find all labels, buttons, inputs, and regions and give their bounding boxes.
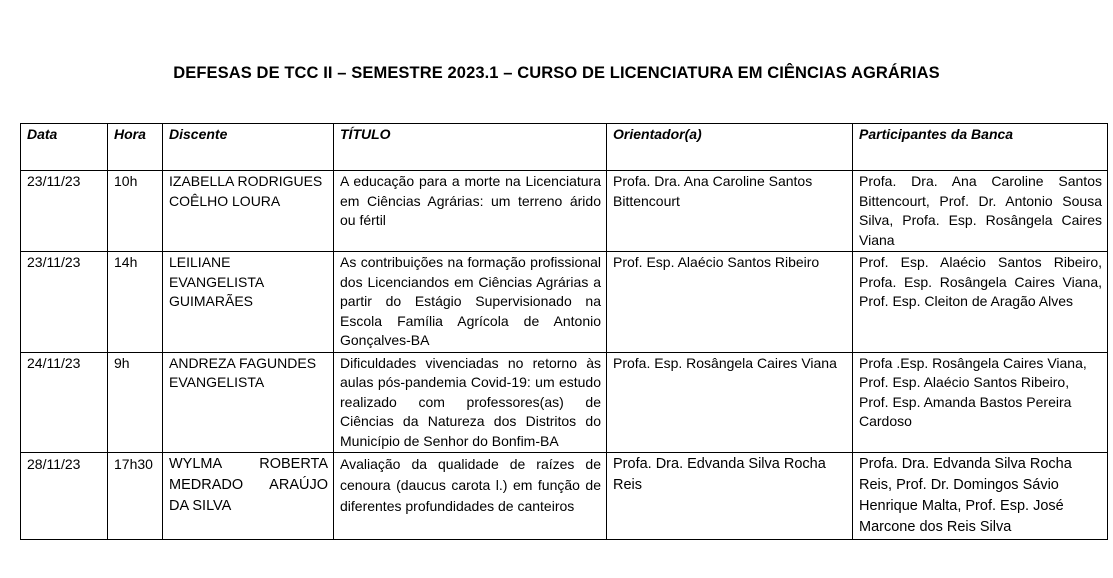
table-row [21, 453, 1108, 540]
cell-time: 10h [108, 171, 163, 252]
table-row [21, 171, 1108, 252]
cell-title: A educação para a morte na Licenciatura em Ciências Agrárias: um terreno árido ou fértil [334, 171, 607, 252]
header-advisor: Orientador(a) [607, 124, 853, 171]
table-row [21, 252, 1108, 353]
cell-committee: Prof. Esp. Alaécio Santos Ribeiro, Profa. Esp. Rosângela Caires Viana, Prof. Esp. Cleiton de Aragão Alves [853, 252, 1108, 353]
cell-title: Dificuldades vivenciadas no retorno às aulas pós-pandemia Covid-19: um estudo realizado com professores(as) de Ciências da Natureza dos Distritos do Município de Senhor do Bonfim-BA [334, 352, 607, 453]
table-row [21, 352, 1108, 453]
cell-time: 9h [108, 352, 163, 453]
table-header-row [21, 124, 1108, 171]
cell-title: Avaliação da qualidade de raízes de cenoura (daucus carota l.) em função de diferentes profundidades de canteiros [334, 453, 607, 540]
cell-date: 23/11/23 [21, 252, 108, 353]
cell-date: 23/11/23 [21, 171, 108, 252]
document-title: DEFESAS DE TCC II – SEMESTRE 2023.1 – CURSO DE LICENCIATURA EM CIÊNCIAS AGRÁRIAS [173, 64, 940, 82]
cell-time: 14h [108, 252, 163, 353]
header-time: Hora [108, 124, 163, 171]
cell-student: IZABELLA RODRIGUES COÊLHO LOURA [163, 171, 334, 252]
header-student: Discente [163, 124, 334, 171]
header-title: TÍTULO [334, 124, 607, 171]
cell-date: 28/11/23 [21, 453, 108, 540]
cell-advisor: Profa. Dra. Ana Caroline Santos Bittencourt [607, 171, 853, 252]
cell-student: ANDREZA FAGUNDES EVANGELISTA [163, 352, 334, 453]
cell-advisor: Profa. Dra. Edvanda Silva Rocha Reis [607, 453, 853, 540]
cell-advisor: Profa. Esp. Rosângela Caires Viana [607, 352, 853, 453]
defense-schedule-table [20, 123, 1108, 540]
cell-time: 17h30 [108, 453, 163, 540]
cell-date: 24/11/23 [21, 352, 108, 453]
cell-student: LEILIANE EVANGELISTA GUIMARÃES [163, 252, 334, 353]
cell-committee: Profa. Dra. Ana Caroline Santos Bittencourt, Prof. Dr. Antonio Sousa Silva, Profa. Esp. Rosângela Caires Viana [853, 171, 1108, 252]
cell-title: As contribuições na formação profissional dos Licenciandos em Ciências Agrárias a partir do Estágio Supervisionado na Escola Família Agrícola de Antonio Gonçalves-BA [334, 252, 607, 353]
cell-student: WYLMA ROBERTA MEDRADO ARAÚJO DA SILVA [163, 453, 334, 540]
cell-committee: Profa. Dra. Edvanda Silva Rocha Reis, Prof. Dr. Domingos Sávio Henrique Malta, Prof. Esp. José Marcone dos Reis Silva [853, 453, 1108, 540]
cell-committee: Profa .Esp. Rosângela Caires Viana, Prof. Esp. Alaécio Santos Ribeiro, Prof. Esp. Amanda Bastos Pereira Cardoso [853, 352, 1108, 453]
header-date: Data [21, 124, 108, 171]
cell-advisor: Prof. Esp. Alaécio Santos Ribeiro [607, 252, 853, 353]
header-committee: Participantes da Banca [853, 124, 1108, 171]
